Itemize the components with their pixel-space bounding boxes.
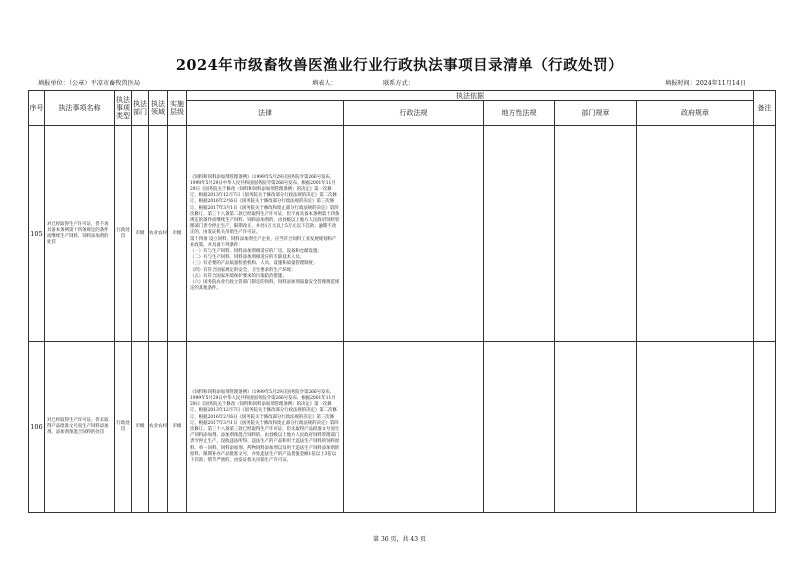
row-field: 农业农村	[149, 342, 168, 513]
header-level: 实施层级	[168, 91, 187, 126]
row-gov-rule	[637, 126, 754, 342]
row-admin-reg	[344, 342, 484, 513]
row-law	[187, 126, 344, 342]
row-item-name: 对已经取得生产许可证，但未取得产品批准文号而生产饲料添加剂、添加剂预混合饲料的处罚	[45, 342, 115, 513]
row-type: 行政处罚	[115, 126, 132, 342]
header-gov-rule: 政府规章	[637, 101, 754, 126]
law-paragraph: 《饲料和饲料添加剂管理条例》（1999年5月29日国务院令第266号发布，1999年5月29日中华人民共和国国务院令第266号发布，根据2001年11月29日《国务院关于修改〈饲料和饲料添加剂管理条例〉的决定》第一次修订，根据2013年12月7日《国务院关于修改部分行政法规的决定》第二次修订，根据2016年2月6日《国务院关于修改部分行政法规的决定》第三次修订，根据2017年3月1日《国务院关于修改和废止部分行政法规的决定》第四次修订。第三十八条第三款已经取得生产许可证，但未取得产品批准文号而生产饲料添加剂、添加剂预混合饲料的，由县级以上地方人民政府饲料管理部门责令停止生产，没收违法所得、违法生产的产品和用于违法生产饲料的饲料原料、单一饲料、饲料添加剂、药物饲料添加剂以及用于违法生产饲料添加剂的原料，限期补办产品批准文号，并处违法生产的产品货值金额1倍以上3倍以下罚款；情节严重的，由发证机关吊销生产许可证。	[190, 389, 340, 464]
table-row	[29, 126, 776, 342]
table-row	[29, 342, 776, 513]
row-dept-rule	[555, 126, 637, 342]
law-paragraph: （一）有与生产饲料、饲料添加剂相适应的厂房、设备和仓储设施；	[190, 249, 322, 254]
row-seq: 105	[29, 126, 45, 342]
law-paragraph: 第十四条 设立饲料、饲料添加剂生产企业，应当符合饲料工业发展规划和产业政策，并具备下列条件：	[190, 236, 337, 248]
header-type: 执法事项类型	[115, 91, 132, 126]
header-dept-rule: 部门规章	[555, 101, 637, 126]
law-paragraph: （二）有与生产饲料、饲料添加剂相适应的专职技术人员；	[190, 255, 305, 261]
header-local-reg: 地方性法规	[484, 101, 555, 126]
row-local-reg	[484, 342, 555, 513]
header-seq: 序号	[29, 91, 45, 126]
filling-date: 填报时间：2024年11月14日	[665, 80, 746, 87]
row-gov-rule	[637, 342, 754, 513]
row-admin-reg	[344, 126, 484, 342]
header-law: 法律	[187, 101, 344, 126]
enforcement-table	[28, 90, 776, 513]
law-paragraph: （三）有必要的产品质量检验机构、人员、设施和质量管理制度；	[190, 261, 318, 267]
row-item-name: 对已经取得生产许可证，但不再具备本条例第十四条规定的条件而继续生产饲料、饲料添加剂的处罚	[45, 126, 115, 342]
row-dept: 市级	[132, 342, 149, 513]
header-remark: 备注	[754, 91, 776, 126]
row-level: 市级	[168, 126, 187, 342]
header-field: 执法领域	[149, 91, 168, 126]
law-paragraph: （四）有符合国家规定的安全、卫生要求的生产环境；	[190, 267, 296, 273]
row-dept: 市级	[132, 126, 149, 342]
filler-label: 填表人：	[312, 80, 337, 87]
page-title: 2024年市级畜牧兽医渔业行业行政执法事项目录清单（行政处罚）	[175, 57, 624, 74]
header-dept: 执法部门	[132, 91, 149, 126]
law-paragraph: 《饲料和饲料添加剂管理条例》（1999年5月29日国务院令第266号发布，1999年5月29日中华人民共和国国务院令第266号发布，根据2001年11月29日《国务院关于修改〈饲料和饲料添加剂管理条例〉的决定》第一次修订，根据2013年12月7日《国务院关于修改部分行政法规的决定》第二次修订，根据2016年2月6日《国务院关于修改部分行政法规的决定》第三次修订，根据2017年3月1日《国务院关于修改和废止部分行政法规的决定》第四次修订。第三十八条第二款已经取得生产许可证，但不再具备本条例第十四条规定的条件而继续生产饲料、饲料添加剂的，由县级以上地方人民政府饲料管理部门责令停止生产，限期改正，并处1万元以上5万元以下罚款；逾期不改正的，由发证机关吊销生产许可证。	[190, 174, 340, 236]
header-basis: 执法依据	[187, 91, 754, 101]
header-name: 执法事项名称	[45, 91, 115, 126]
contact-label: 联系方式：	[383, 80, 414, 87]
row-law	[187, 342, 344, 513]
page-number: 第 36 页，共 43 页	[373, 536, 426, 543]
law-paragraph: （五）有符合国家环境保护要求的污染防治措施；	[190, 273, 287, 279]
row-type: 行政处罚	[115, 342, 132, 513]
row-level: 市级	[168, 342, 187, 513]
row-dept-rule	[555, 342, 637, 513]
header-admin-reg: 行政法规	[344, 101, 484, 126]
row-field: 农业农村	[149, 126, 168, 342]
row-local-reg	[484, 126, 555, 342]
law-paragraph: （六）国务院农业行政主管部门制定的饲料、饲料添加剂质量安全管理规范规定的其他条件。	[190, 280, 340, 292]
row-remark	[754, 126, 776, 342]
filling-unit: 填报单位：（公章）平凉市畜牧兽医局	[38, 80, 141, 87]
row-seq: 106	[29, 342, 45, 513]
row-remark	[754, 342, 776, 513]
